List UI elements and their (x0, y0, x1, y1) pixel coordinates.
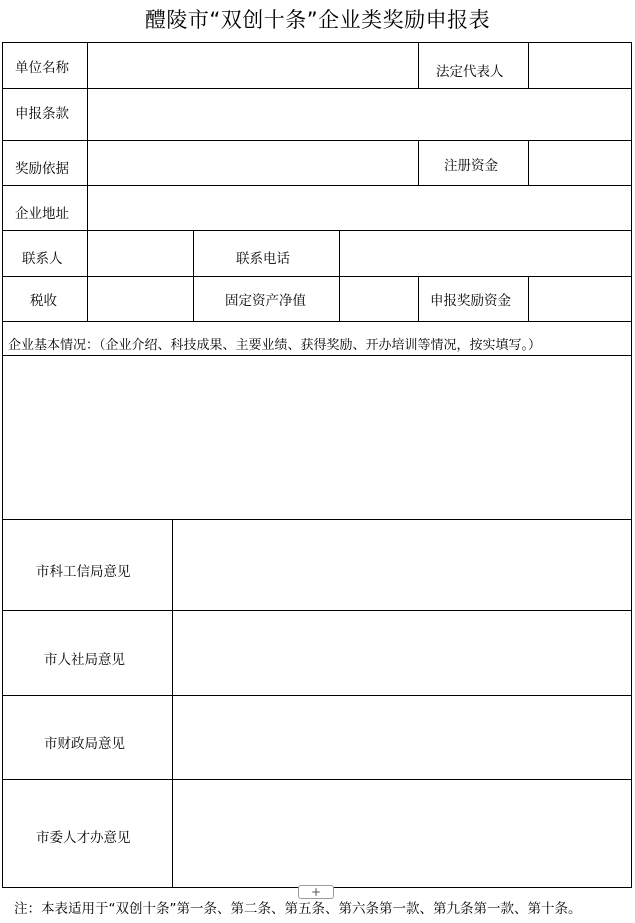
column-divider (528, 43, 529, 88)
row-divider (3, 185, 631, 186)
fixed-assets-field[interactable] (341, 278, 417, 320)
label-basic-info: 企业基本情况：（企业介绍、科技成果、主要业绩、获得奖励、开办培训等情况，按实填写。） (8, 338, 542, 353)
column-divider (87, 230, 88, 321)
column-divider (87, 43, 88, 230)
table-add-row-handle[interactable]: + (298, 885, 334, 899)
unit-name-field[interactable] (89, 44, 417, 87)
label-legal-representative: 法定代表人 (436, 64, 504, 80)
label-opinion-hr: 市人社局意见 (44, 652, 125, 668)
contact-phone-field[interactable] (341, 232, 630, 275)
column-divider (193, 230, 194, 321)
label-fixed-assets: 固定资产净值 (225, 293, 306, 309)
form-title: 醴陵市“双创十条”企业类奖励申报表 (144, 8, 491, 32)
label-opinion-talent: 市委人才办意见 (36, 830, 131, 846)
contact-person-field[interactable] (89, 232, 192, 275)
column-divider (172, 519, 173, 887)
row-divider (3, 321, 631, 322)
label-opinion-finance: 市财政局意见 (44, 736, 125, 752)
row-divider (3, 140, 631, 141)
label-contact-phone: 联系电话 (236, 251, 290, 267)
row-divider (3, 779, 631, 780)
opinion-talent-field[interactable] (174, 781, 630, 886)
label-opinion-industry: 市科工信局意见 (36, 564, 131, 580)
label-contact-person: 联系人 (22, 251, 63, 267)
award-basis-field[interactable] (89, 142, 417, 184)
column-divider (418, 276, 419, 321)
award-amount-field[interactable] (530, 278, 630, 320)
row-divider (3, 519, 631, 520)
row-divider (3, 695, 631, 696)
opinion-finance-field[interactable] (174, 697, 630, 778)
row-divider (3, 230, 631, 231)
opinion-industry-field[interactable] (174, 521, 630, 609)
label-registered-capital: 注册资金 (444, 158, 498, 174)
column-divider (418, 43, 419, 88)
column-divider (418, 140, 419, 185)
row-divider (3, 355, 631, 356)
column-divider (339, 230, 340, 321)
basic-info-field[interactable] (4, 357, 630, 518)
application-clause-field[interactable] (89, 90, 630, 139)
application-form-table (2, 42, 632, 888)
footnote: 注：本表适用于“双创十条”第一条、第二条、第五条、第六条第一款、第九条第一款、第十条。 (14, 901, 582, 917)
row-divider (3, 276, 631, 277)
tax-field[interactable] (89, 278, 192, 320)
registered-capital-field[interactable] (530, 142, 630, 184)
label-unit-name: 单位名称 (15, 60, 69, 76)
label-tax: 税收 (30, 293, 57, 309)
label-application-clause: 申报条款 (15, 106, 69, 122)
row-divider (3, 610, 631, 611)
row-divider (3, 88, 631, 89)
legal-representative-field[interactable] (530, 44, 630, 87)
column-divider (528, 276, 529, 321)
opinion-hr-field[interactable] (174, 612, 630, 694)
label-award-basis: 奖励依据 (15, 161, 69, 177)
label-company-address: 企业地址 (15, 206, 69, 222)
label-award-amount: 申报奖励资金 (430, 293, 511, 309)
company-address-field[interactable] (89, 187, 630, 229)
column-divider (528, 140, 529, 185)
